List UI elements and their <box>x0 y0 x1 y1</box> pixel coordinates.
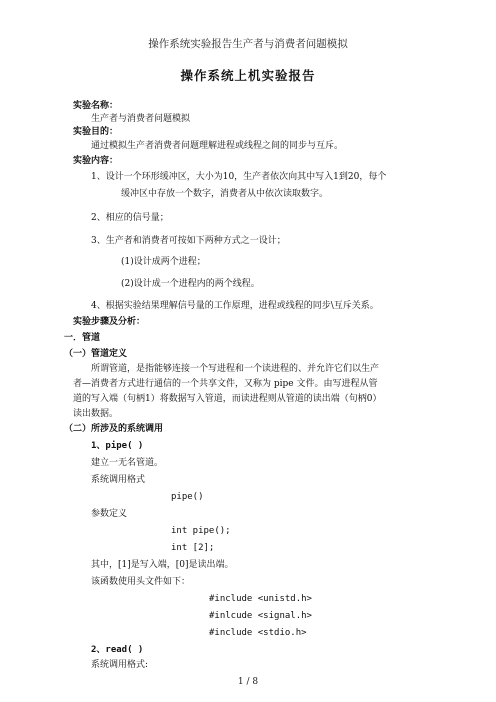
pipe-definition-line-3: 道的写入端（句柄1）将数据写入管道，而读进程则从管道的读出端（句柄0） <box>73 394 382 404</box>
pipe-definition-line-4: 读出数据。 <box>73 409 119 419</box>
pipe-description: 建立一无名管道。 <box>91 458 164 468</box>
experiment-purpose-text: 通过模拟生产者消费者问题理解进程或线程之间的同步与互斥。 <box>91 141 344 151</box>
page-number: 1 / 8 <box>237 677 259 687</box>
include-stdio: #include <stdio.h> <box>209 628 307 638</box>
content-item-2: 2、相应的信号量； <box>91 213 169 223</box>
subsection-pipe-definition: （一）管道定义 <box>64 349 128 359</box>
pipe-definition-line-2: 者—消费者方式进行通信的一个共享文件，又称为 pipe 文件。由写进程从管 <box>73 379 378 389</box>
pipe-ends-note: 其中，[1]是写入端，[0]是读出端。 <box>91 560 234 570</box>
syscall-read-heading: 2、read( ) <box>91 645 144 655</box>
pipe-definition-line-1: 所谓管道，是指能够连接一个写进程和一个读进程的、并允许它们以生产 <box>91 364 380 374</box>
experiment-name-heading: 实验名称： <box>73 101 119 111</box>
pipe-headers-label: 该函数使用头文件如下： <box>91 577 191 587</box>
include-unistd: #include <unistd.h> <box>209 594 312 604</box>
pipe-format-label: 系统调用格式 <box>91 475 146 485</box>
subsection-system-calls: （二）所涉及的系统调用 <box>64 424 164 434</box>
report-title: 操作系统上机实验报告 <box>180 68 316 83</box>
content-item-3-option-1: (1)设计成两个进程； <box>121 257 206 267</box>
pipe-params-code-1: int pipe(); <box>171 526 231 536</box>
content-item-1: 1、设计一个环形缓冲区，大小为10，生产者依次向其中写入1到20，每个 <box>91 172 387 182</box>
content-item-3-option-2: (2)设计成一个进程内的两个线程。 <box>121 279 260 289</box>
experiment-content-heading: 实验内容： <box>73 156 119 166</box>
read-format-label: 系统调用格式: <box>91 660 149 670</box>
section-pipe-heading: 一．管道 <box>64 333 101 343</box>
experiment-name-text: 生产者与消费者问题模拟 <box>91 114 191 124</box>
include-signal: #inlcude <signal.h> <box>209 611 312 621</box>
syscall-pipe-heading: 1、pipe( ) <box>91 441 144 451</box>
steps-analysis-heading: 实验步骤及分析： <box>73 317 146 327</box>
page-header: 操作系统实验报告生产者与消费者问题模拟 <box>148 38 348 50</box>
pipe-format-code: pipe() <box>171 492 204 502</box>
experiment-purpose-heading: 实验目的： <box>73 127 119 137</box>
content-item-1-continued: 缓冲区中存放一个数字，消费者从中依次读取数字。 <box>121 189 329 199</box>
content-item-3: 3、生产者和消费者可按如下两种方式之一设计； <box>91 236 286 246</box>
pipe-params-label: 参数定义 <box>91 509 128 519</box>
pipe-params-code-2: int [2]; <box>171 543 215 553</box>
content-item-4: 4、根据实验结果理解信号量的工作原理，进程或线程的同步\互斥关系。 <box>91 301 379 311</box>
